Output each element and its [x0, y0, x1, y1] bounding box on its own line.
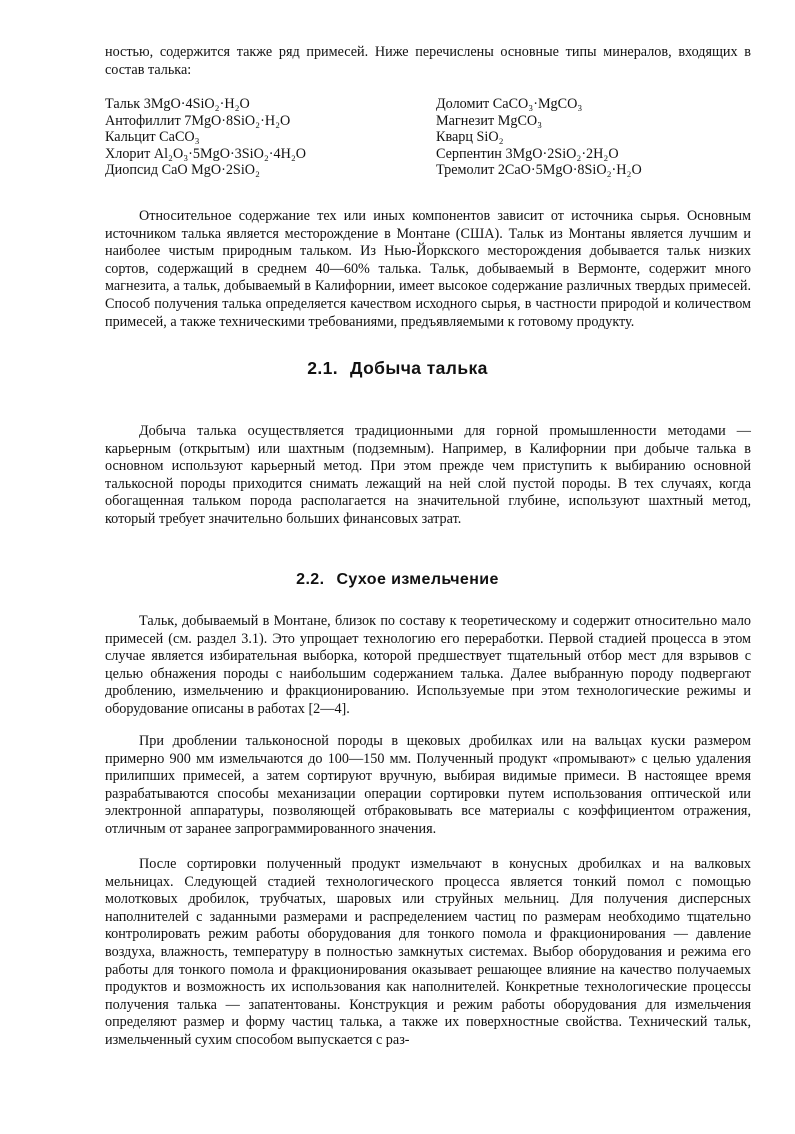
- dry-grinding-paragraph-1: Тальк, добываемый в Монтане, близок по составу к теоретическому и содержит относительно мало примесей (см. раздел 3.1). Это упрощает технологию его переработки. Первой стадией процесса в этом случае является избирательная выборка, которой предшествует тщательный отбор мест для взрывов с целью обнажения породы с наибольшим содержанием талька. Далее выбранную породу подвергают дроблению, измельчению и фракционированию. Используемые при этом технологические режимы и оборудование описаны в работах [2—4].: [105, 613, 751, 717]
- mineral-item: Хлорит Al₂O₃·5MgO·3SiO₂·4H₂O: [105, 145, 307, 162]
- section-heading-dry-grinding: [0, 571, 795, 589]
- mineral-item: Тремолит 2CaO·5MgO·8SiO₂·H₂O: [436, 162, 642, 179]
- mineral-list-right-column: [436, 96, 751, 179]
- mineral-item: Кварц SiO₂: [436, 129, 504, 146]
- mineral-item: Кальцит CaCO₃: [105, 129, 200, 146]
- dry-grinding-paragraph-3: После сортировки полученный продукт измельчают в конусных дробилках и на валковых мельницах. Следующей стадией технологического процесса является тонкий помол с помощью молотковых дробилок, трубчатых, шаровых или струйных мельниц. Для получения дисперсных наполнителей с заданными размерами и распределением частиц по размерам необходимо тщательно контролировать режим работы оборудования для тонкого помола и фракционирования — давление воздуха, влажность, температуру в полностью замкнутых системах. Выбор оборудования и режима его работы для тонкого помола и фракционирования оказывает решающее влияние на качество получаемых продуктов и возможность их использования как наполнителей. Конкретные технологические процессы получения талька — запатентованы. Конструкция и режим работы оборудования для измельчения определяют размер и форму частиц талька, а также их поверхностные свойства. Технический тальк, измельченный сухим способом выпускается с раз-: [105, 856, 751, 1048]
- mineral-item: Серпентин 3MgO·2SiO₂·2H₂O: [436, 145, 619, 162]
- section-number: 2.2.: [296, 571, 325, 588]
- mineral-item: Антофиллит 7MgO·8SiO₂·H₂O: [105, 112, 291, 129]
- mining-paragraph: Добыча талька осуществляется традиционными для горной промышленности методами — карьерным (открытым) или шахтным (подземным). Например, в Калифорнии при добыче талька в основном используют карьерный метод. При этом прежде чем приступить к выбиранию основной талькоcной породы приходится снимать лежащий на ней слой пустой породы. В тех случаях, когда обогащенная тальком порода располагается на значительной глубине, используют шахтный метод, который требует значительно больших финансовых затрат.: [105, 423, 751, 527]
- mineral-item: Доломит CaCO₃·MgCO₃: [436, 96, 583, 112]
- mineral-list-left-column: [105, 96, 425, 179]
- section-heading-mining: [0, 358, 795, 379]
- mineral-item: Тальк 3MgO·4SiO₂·H₂O: [105, 96, 250, 112]
- mineral-item: Магнезит MgCO₃: [436, 112, 543, 129]
- intro-paragraph: ностью, содержится также ряд примесей. Ниже перечислены основные типы минералов, входящих в состав талька:: [105, 44, 751, 78]
- section-number: 2.1.: [307, 358, 339, 378]
- content-paragraph: Относительное содержание тех или иных компонентов зависит от источника сырья. Основным источником талька является месторождение в Монтане (США). Тальк из Монтаны является лучшим и наиболее чистым природным тальком. Из Нью-Йоркского месторождения добывается тальк низких сортов, содержащий в среднем 40—60% талька. Тальк, добываемый в Вермонте, содержит много магнезита, а тальк, добываемый в Калифорнии, имеет высокое содержание различных твердых примесей. Способ получения талька определяется качеством исходного сырья, в частности природой и количеством примесей, а также техническими требованиями, предъявляемыми к готовому продукту.: [105, 208, 751, 330]
- dry-grinding-paragraph-2: При дроблении тальконосной породы в щековых дробилках или на вальцах куски размером примерно 900 мм измельчаются до 100—150 мм. Полученный продукт «промывают» с целью удаления прилипших примесей, а затем сортируют вручную, выбирая видимые примеси. В настоящее время разрабатываются способы механизации операции сортировки путем использования оптической или электронной аппаратуры, позволяющей отбраковывать все материалы с коэффициентом отражения, отличным от заранее запрограммированного значения.: [105, 733, 751, 837]
- section-title: Сухое измельчение: [336, 571, 499, 588]
- section-title: Добыча талька: [350, 358, 488, 378]
- mineral-item: Диопсид CaO MgO·2SiO₂: [105, 162, 260, 179]
